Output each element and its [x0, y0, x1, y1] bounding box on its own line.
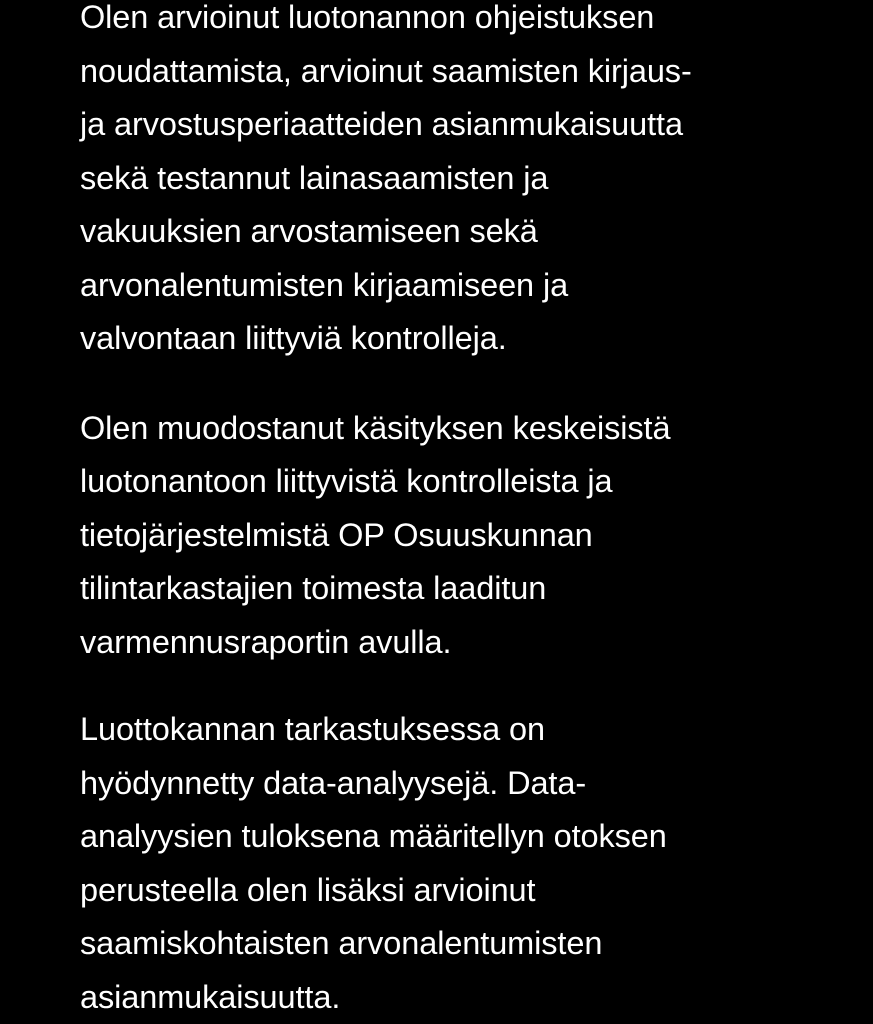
text-line: asianmukaisuutta.	[80, 971, 870, 1024]
text-line: noudattamista, arvioinut saamisten kirjaus-	[80, 45, 870, 99]
text-line: saamiskohtaisten arvonalentumisten	[80, 917, 870, 971]
text-line: valvontaan liittyviä kontrolleja.	[80, 312, 870, 366]
text-line: tilintarkastajien toimesta laaditun	[80, 562, 870, 616]
text-line: tietojärjestelmistä OP Osuuskunnan	[80, 509, 870, 563]
text-line: luotonantoon liittyvistä kontrolleista ja	[80, 455, 870, 509]
text-line: analyysien tuloksena määritellyn otoksen	[80, 810, 870, 864]
text-line: sekä testannut lainasaamisten ja	[80, 152, 870, 206]
text-line: ja arvostusperiaatteiden asianmukaisuutta	[80, 98, 870, 152]
paragraph-assurance-report	[80, 402, 870, 670]
text-line: varmennusraportin avulla.	[80, 616, 870, 670]
text-line: Luottokannan tarkastuksessa on	[80, 703, 870, 757]
paragraph-data-analysis	[80, 703, 870, 1024]
text-line: Olen arvioinut luotonannon ohjeistuksen	[80, 0, 870, 45]
text-line: hyödynnetty data-analyysejä. Data-	[80, 757, 870, 811]
paragraph-credit-controls	[80, 0, 870, 366]
document-page	[80, 0, 870, 1024]
text-line: arvonalentumisten kirjaamiseen ja	[80, 259, 870, 313]
text-line: perusteella olen lisäksi arvioinut	[80, 864, 870, 918]
text-line: vakuuksien arvostamiseen sekä	[80, 205, 870, 259]
text-line: Olen muodostanut käsityksen keskeisistä	[80, 402, 870, 456]
